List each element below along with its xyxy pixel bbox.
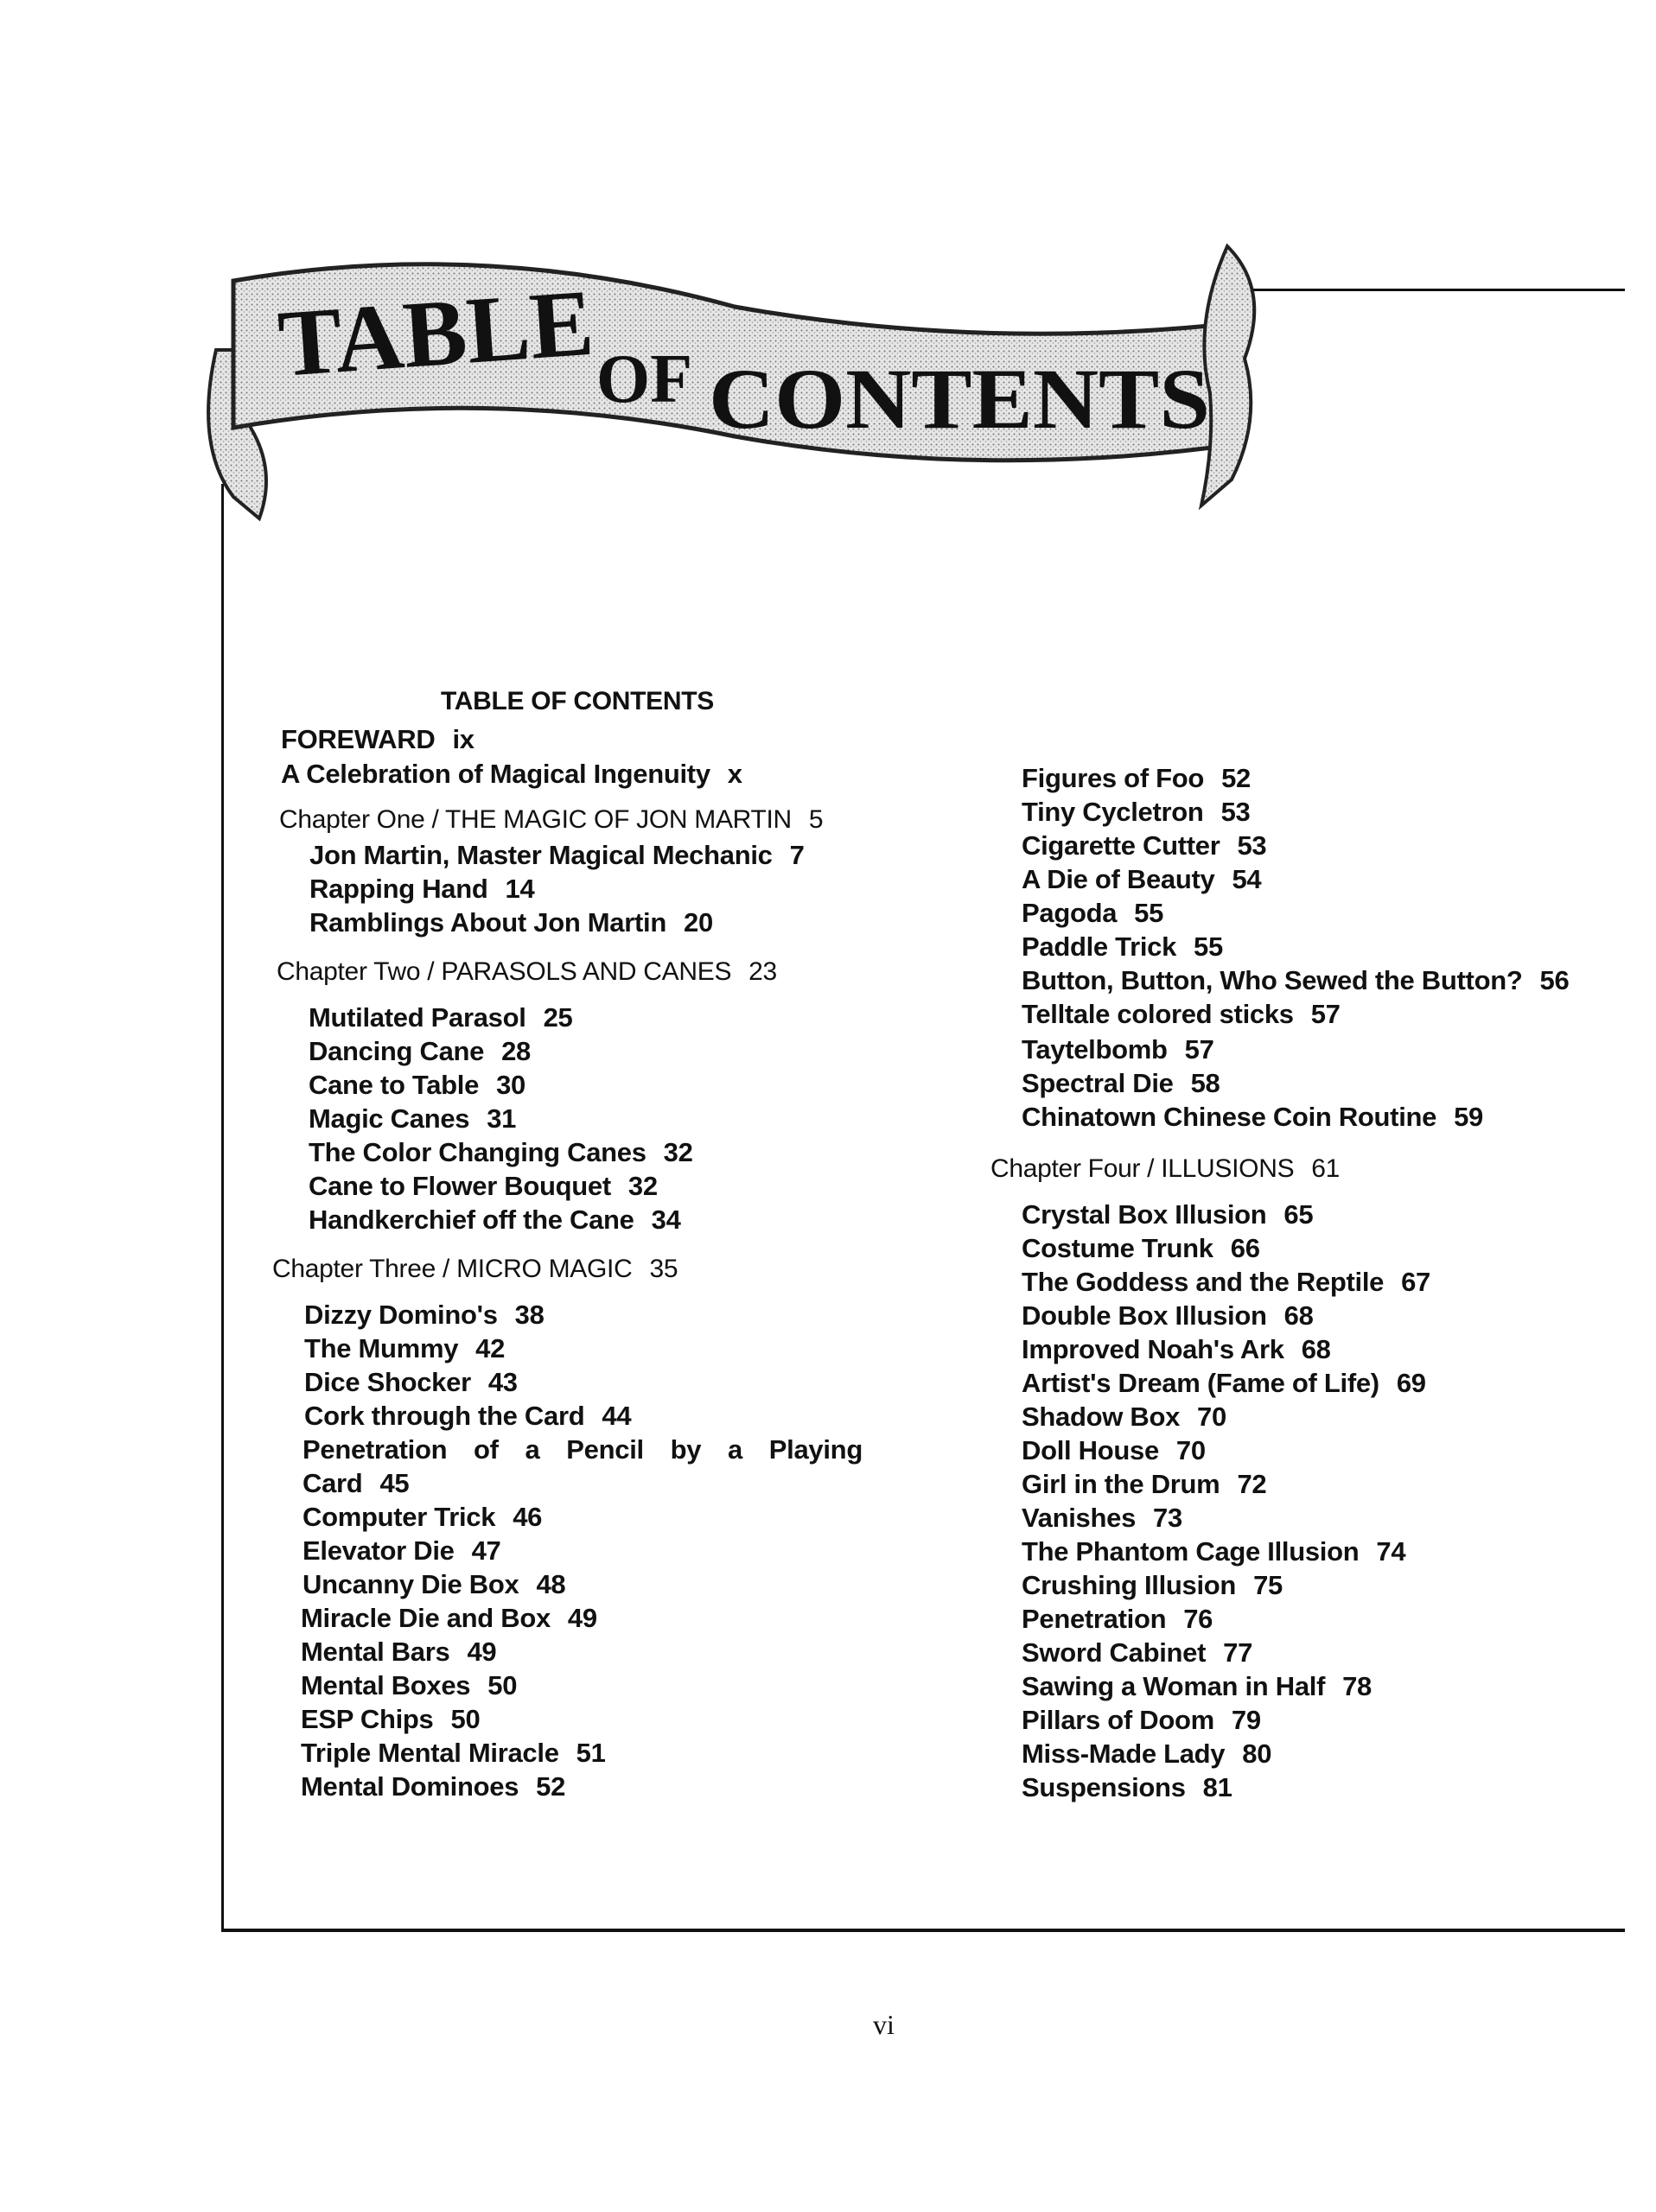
word: of <box>474 1434 499 1465</box>
toc-entry[interactable] <box>309 1137 693 1168</box>
entry-page: 50 <box>450 1704 481 1734</box>
entry-page: 80 <box>1242 1738 1272 1769</box>
entry-page: 76 <box>1183 1604 1213 1634</box>
entry-title: Computer Trick <box>303 1502 496 1532</box>
entry-title: Dice Shocker <box>304 1367 471 1397</box>
entry-page: 54 <box>1232 864 1262 894</box>
entry-title: Triple Mental Miracle <box>301 1738 559 1768</box>
entry-title: Crushing Illusion <box>1022 1570 1237 1600</box>
entry-title: Cork through the Card <box>304 1401 585 1431</box>
entry-page: 68 <box>1283 1300 1314 1331</box>
toc-entry[interactable] <box>1022 898 1163 929</box>
toc-entry[interactable] <box>303 1535 500 1567</box>
entry-page: 57 <box>1310 999 1341 1029</box>
entry-page: 59 <box>1454 1102 1483 1132</box>
toc-entry[interactable] <box>309 907 713 938</box>
toc-entry[interactable] <box>1022 1368 1426 1399</box>
entry-page: 68 <box>1301 1334 1331 1364</box>
word: Pencil <box>566 1434 644 1465</box>
toc-entry[interactable] <box>301 1670 517 1701</box>
toc-entry[interactable] <box>303 1502 542 1533</box>
toc-entry[interactable] <box>1022 1738 1271 1770</box>
entry-title: Mental Dominoes <box>301 1771 519 1802</box>
entry-title: ESP Chips <box>301 1704 434 1734</box>
entry-page: 70 <box>1175 1435 1206 1465</box>
toc-entry[interactable] <box>1022 1267 1430 1298</box>
entry-page: 77 <box>1223 1637 1253 1668</box>
entry-page: 7 <box>789 840 805 870</box>
entry-title: The Goddess and the Reptile <box>1022 1267 1385 1297</box>
toc-entry-continuation[interactable] <box>303 1468 409 1499</box>
banner-word-of: OF <box>596 341 693 417</box>
chapter-title: Chapter One / THE MAGIC OF JON MARTIN <box>279 805 792 834</box>
toc-heading: TABLE OF CONTENTS <box>441 687 714 715</box>
chapter-three[interactable] <box>272 1255 678 1284</box>
entry-title: Uncanny Die Box <box>303 1569 519 1599</box>
toc-entry[interactable] <box>1022 797 1250 828</box>
entry-page: 48 <box>536 1569 566 1599</box>
toc-entry[interactable] <box>309 1002 572 1033</box>
entry-page: 55 <box>1134 898 1164 928</box>
toc-entry[interactable] <box>304 1333 505 1364</box>
front-celebration[interactable] <box>281 759 742 790</box>
chapter-title: Chapter Four / ILLUSIONS <box>990 1154 1295 1183</box>
entry-page: 74 <box>1376 1536 1406 1567</box>
toc-entry[interactable] <box>1022 1199 1313 1230</box>
entry-page: 43 <box>487 1367 518 1397</box>
entry-page: 31 <box>487 1103 517 1134</box>
chapter-page: 61 <box>1311 1154 1341 1183</box>
entry-page: 67 <box>1401 1267 1430 1297</box>
entry-page: 72 <box>1237 1469 1267 1499</box>
entry-page: 45 <box>379 1468 410 1498</box>
toc-entry[interactable] <box>309 1205 681 1236</box>
chapter-page: 5 <box>808 805 824 834</box>
entry-page: 53 <box>1220 797 1251 827</box>
toc-entry[interactable] <box>1022 1300 1314 1332</box>
banner-word-table: TABLE <box>275 269 597 397</box>
banner-word-contents: CONTENTS <box>709 351 1210 447</box>
toc-entry[interactable] <box>1022 830 1266 861</box>
chapter-two[interactable] <box>277 957 777 987</box>
toc-entry[interactable] <box>309 1070 525 1101</box>
toc-entry[interactable] <box>1022 1334 1331 1365</box>
entry-page: 51 <box>576 1738 606 1768</box>
entry-title: Cane to Flower Bouquet <box>309 1171 611 1201</box>
entry-title: Figures of Foo <box>1022 763 1205 793</box>
entry-title: Tiny Cycletron <box>1022 797 1204 827</box>
word: a <box>525 1434 540 1465</box>
front-foreward[interactable] <box>281 724 475 755</box>
toc-entry[interactable] <box>1022 1503 1182 1534</box>
entry-title: Mental Boxes <box>301 1670 471 1700</box>
entry-page: 34 <box>651 1205 681 1235</box>
chapter-four[interactable] <box>990 1154 1340 1184</box>
entry-page: 38 <box>514 1300 545 1330</box>
entry-page: 30 <box>496 1070 525 1100</box>
entry-title: Cane to Table <box>309 1070 480 1100</box>
toc-entry[interactable] <box>301 1704 480 1735</box>
toc-entry[interactable] <box>1022 1604 1213 1635</box>
entry-page: ix <box>452 724 475 754</box>
entry-page: 20 <box>684 907 713 938</box>
entry-page: 78 <box>1342 1671 1372 1701</box>
entry-title: Sawing a Woman in Half <box>1022 1671 1326 1701</box>
bottom-rule <box>221 1929 1625 1932</box>
entry-title: Artist's Dream (Fame of Life) <box>1022 1368 1379 1398</box>
entry-title: Jon Martin, Master Magical Mechanic <box>309 840 773 870</box>
toc-entry[interactable] <box>1022 1536 1405 1567</box>
toc-entry[interactable] <box>1022 1570 1283 1601</box>
chapter-page: 35 <box>649 1255 678 1283</box>
toc-entry[interactable] <box>1022 1435 1206 1466</box>
entry-title: Dizzy Domino's <box>304 1300 498 1330</box>
toc-entry[interactable] <box>304 1300 545 1331</box>
entry-title: Mental Bars <box>301 1637 450 1667</box>
entry-page: 69 <box>1396 1368 1426 1398</box>
toc-entry[interactable] <box>1022 1102 1483 1133</box>
toc-entry[interactable] <box>1022 1034 1214 1065</box>
entry-page: x <box>727 759 742 789</box>
entry-title: A Die of Beauty <box>1022 864 1215 894</box>
toc-entry[interactable] <box>309 1171 658 1202</box>
entry-page: 65 <box>1283 1199 1314 1230</box>
entry-title: The Mummy <box>304 1333 459 1363</box>
entry-title: Pagoda <box>1022 898 1118 928</box>
entry-title: Ramblings About Jon Martin <box>309 907 666 938</box>
entry-page: 44 <box>602 1401 632 1431</box>
entry-page: 53 <box>1237 830 1267 861</box>
toc-entry[interactable] <box>301 1637 496 1668</box>
entry-title: Miss-Made Lady <box>1022 1738 1226 1769</box>
entry-page: 66 <box>1230 1233 1260 1263</box>
entry-title: Cigarette Cutter <box>1022 830 1220 861</box>
word: Penetration <box>303 1434 448 1465</box>
entry-title: Pillars of Doom <box>1022 1705 1214 1735</box>
word: Playing <box>768 1434 863 1465</box>
entry-title: The Phantom Cage Illusion <box>1022 1536 1360 1567</box>
page-number: vi <box>873 2009 895 2040</box>
chapter-page: 23 <box>748 957 777 986</box>
entry-title: Sword Cabinet <box>1022 1637 1207 1668</box>
entry-page: 73 <box>1153 1503 1182 1533</box>
entry-page: 75 <box>1253 1570 1283 1600</box>
entry-page: 55 <box>1194 931 1223 962</box>
entry-title: Crystal Box Illusion <box>1022 1199 1267 1230</box>
entry-page: 49 <box>467 1637 497 1667</box>
toc-entry[interactable] <box>301 1738 606 1769</box>
entry-page: 32 <box>663 1137 693 1167</box>
entry-title: Chinatown Chinese Coin Routine <box>1022 1102 1437 1132</box>
toc-entry[interactable] <box>1022 1637 1252 1669</box>
entry-page: 52 <box>1221 763 1251 793</box>
entry-page: 79 <box>1231 1705 1261 1735</box>
word: a <box>728 1434 742 1465</box>
entry-title: Miracle Die and Box <box>301 1603 551 1633</box>
toc-entry-penetration-pencil[interactable] <box>303 1434 863 1465</box>
entry-title: Double Box Illusion <box>1022 1300 1267 1331</box>
entry-page: 56 <box>1539 965 1570 995</box>
toc-entry[interactable] <box>309 1036 531 1067</box>
entry-title: Dancing Cane <box>309 1036 485 1066</box>
entry-page: 70 <box>1197 1402 1226 1432</box>
entry-title: Elevator Die <box>303 1535 455 1566</box>
toc-entry[interactable] <box>1022 931 1223 963</box>
left-rule <box>221 484 224 1932</box>
entry-page: 25 <box>543 1002 573 1033</box>
toc-entry[interactable] <box>304 1401 631 1432</box>
entry-page: 81 <box>1202 1772 1232 1802</box>
entry-title: Improved Noah's Ark <box>1022 1334 1284 1364</box>
entry-page: 14 <box>505 874 535 904</box>
entry-title: Costume Trunk <box>1022 1233 1213 1263</box>
entry-page: 46 <box>513 1502 543 1532</box>
entry-title: FOREWARD <box>281 724 436 754</box>
toc-entry[interactable] <box>1022 1671 1372 1702</box>
entry-page: 47 <box>471 1535 501 1566</box>
entry-title: Telltale colored sticks <box>1022 999 1294 1029</box>
toc-entry[interactable] <box>304 1367 518 1398</box>
entry-title: Taytelbomb <box>1022 1034 1168 1065</box>
entry-page: 50 <box>487 1670 518 1700</box>
entry-title: Card <box>303 1468 363 1498</box>
entry-title: Paddle Trick <box>1022 931 1177 962</box>
toc-entry[interactable] <box>309 874 534 905</box>
entry-page: 49 <box>567 1603 597 1633</box>
chapter-title: Chapter Two / PARASOLS AND CANES <box>277 957 732 986</box>
toc-entry[interactable] <box>303 1569 565 1600</box>
entry-page: 42 <box>475 1333 506 1363</box>
entry-title: The Color Changing Canes <box>309 1137 646 1167</box>
entry-title: Suspensions <box>1022 1772 1186 1802</box>
toc-entry[interactable] <box>1022 1233 1260 1264</box>
entry-title: Mutilated Parasol <box>309 1002 526 1033</box>
toc-entry[interactable] <box>1022 1469 1266 1500</box>
word: by <box>670 1434 702 1465</box>
entry-title: Button, Button, Who Sewed the Button? <box>1022 965 1523 995</box>
entry-title: Doll House <box>1022 1435 1159 1465</box>
entry-title: Magic Canes <box>309 1103 470 1134</box>
entry-title: Shadow Box <box>1022 1402 1181 1432</box>
entry-title: Spectral Die <box>1022 1068 1174 1098</box>
toc-entry[interactable] <box>1022 1772 1232 1803</box>
chapter-title: Chapter Three / MICRO MAGIC <box>272 1255 633 1283</box>
toc-entry[interactable] <box>309 1103 516 1135</box>
entry-page: 28 <box>501 1036 531 1066</box>
entry-title: Penetration <box>1022 1604 1167 1634</box>
entry-page: 32 <box>627 1171 658 1201</box>
entry-page: 57 <box>1184 1034 1214 1065</box>
ribbon-banner <box>199 220 1271 549</box>
toc-entry[interactable] <box>1022 1068 1220 1099</box>
toc-entry[interactable] <box>301 1603 597 1634</box>
toc-entry[interactable] <box>1022 965 1569 996</box>
entry-title: Girl in the Drum <box>1022 1469 1220 1499</box>
toc-entry[interactable] <box>1022 1705 1261 1736</box>
toc-entry[interactable] <box>309 840 805 871</box>
entry-title: Vanishes <box>1022 1503 1137 1533</box>
toc-entry[interactable] <box>301 1771 565 1802</box>
toc-entry[interactable] <box>1022 999 1341 1030</box>
toc-entry[interactable] <box>1022 864 1261 895</box>
entry-page: 58 <box>1190 1068 1220 1098</box>
entry-title: Handkerchief off the Cane <box>309 1205 634 1235</box>
entry-title: A Celebration of Magical Ingenuity <box>281 759 710 789</box>
entry-page: 52 <box>536 1771 566 1802</box>
top-rule <box>1253 289 1625 291</box>
chapter-one[interactable] <box>279 805 823 835</box>
toc-entry[interactable] <box>1022 1402 1226 1433</box>
justified-line <box>303 1434 863 1465</box>
entry-title: Rapping Hand <box>309 874 488 904</box>
toc-entry[interactable] <box>1022 763 1251 794</box>
